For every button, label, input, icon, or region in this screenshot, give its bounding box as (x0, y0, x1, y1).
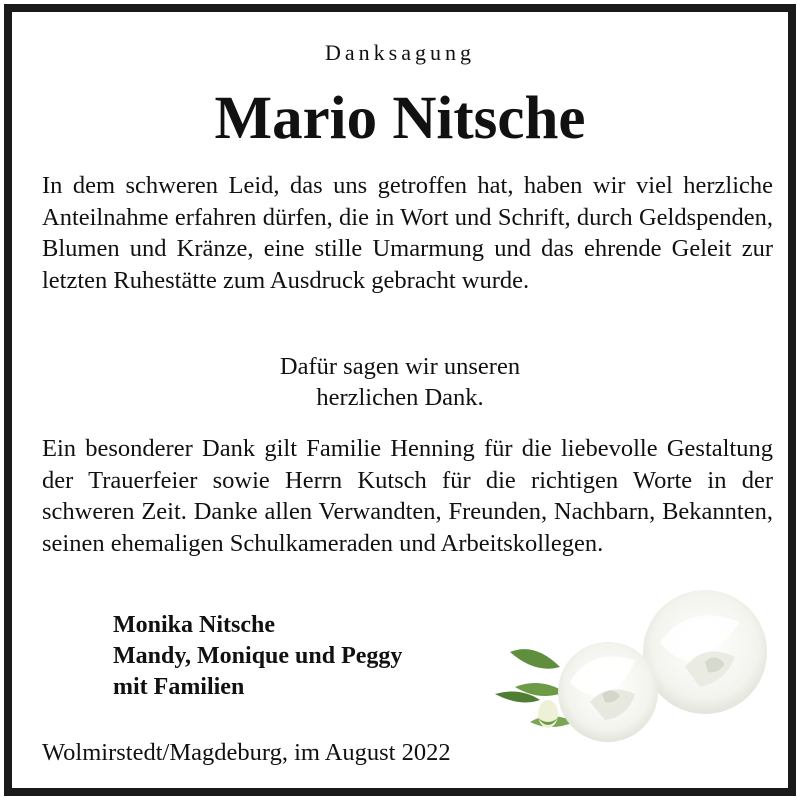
gratitude-paragraph: In dem schweren Leid, das uns getroffen hat, haben wir viel herzliche Anteilnahme erfahren dürfen, die in Wort und Schrift, durch Geldspenden, Blumen und Kränze, eine stille Umarmung und das ehrende Geleit zur letzten Ruhestätte zum Ausdruck gebracht wurde. (42, 172, 773, 294)
signers-block (113, 610, 402, 703)
white-roses-image (490, 582, 790, 752)
obituary-notice (4, 4, 796, 796)
special-thanks-paragraph: Ein besonderer Dank gilt Familie Henning für die liebevolle Gestaltung der Trauerfeier sowie Herrn Kutsch für die richtigen Worte in der schweren Zeit. Danke allen Verwandten, Freunden, Nachbarn, Bekannten, seinen ehemaligen Schulkameraden und Arbeitskollegen. (42, 435, 773, 557)
place-date: Wolmirstedt/Magdeburg, im August 2022 (42, 739, 451, 766)
signer-line: mit Familien (113, 674, 245, 700)
signer-line: Monika Nitsche (113, 612, 275, 638)
deceased-name: Mario Nitsche (214, 85, 586, 152)
notice-kicker: Danksagung (325, 40, 475, 65)
signer-line: Mandy, Monique und Peggy (113, 643, 403, 669)
thanks-line: Dafür sagen wir unseren (279, 353, 521, 380)
thanks-statement (12, 351, 788, 413)
thanks-line: herzlichen Dank. (316, 384, 484, 411)
